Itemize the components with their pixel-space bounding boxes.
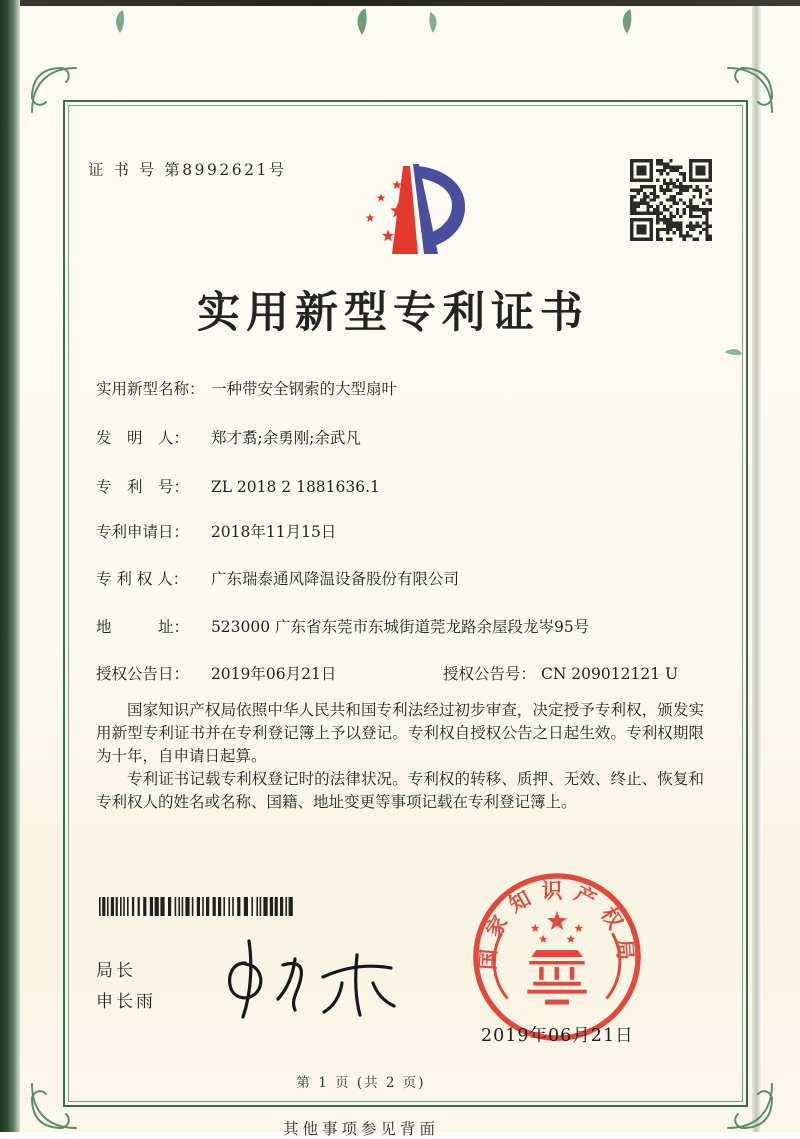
field-value: 广东瑞泰通风降温设备股份有限公司 — [210, 570, 459, 588]
certificate-title: 实用新型专利证书 — [197, 288, 589, 338]
commissioner-title: 局长 — [96, 961, 136, 981]
field-label: 实用新型名称： — [96, 380, 205, 398]
field-label: 地 址： — [96, 618, 190, 636]
field-label: 发 明 人： — [96, 429, 190, 447]
field-value: 郑才翥;余勇刚;余武凡 — [210, 429, 361, 447]
field-row-utility-name — [96, 377, 397, 399]
leaf-ornament-icon — [110, 8, 130, 34]
field-row-grant — [96, 662, 704, 684]
field-row-patentee — [96, 567, 459, 589]
photo-left-edge — [0, 0, 20, 1132]
leaf-ornament-icon — [350, 6, 374, 36]
page-right-edge — [752, 6, 762, 1132]
field-value: 2018年11月15日 — [210, 523, 337, 541]
seal-stars-icon — [531, 911, 583, 943]
footer-back-note: 其他事项参见背面 — [282, 1120, 439, 1138]
seal-wreath-icon — [494, 933, 620, 998]
field-value: 一种带安全钢索的大型扇叶 — [210, 380, 397, 398]
commissioner-signature-icon — [215, 933, 405, 1023]
field-label: 专 利 号： — [96, 478, 190, 496]
field-label: 专 利 权 人： — [96, 570, 189, 588]
certificate-number: 证 书 号 第8992621号 — [88, 161, 287, 179]
cnipa-logo-icon — [348, 160, 470, 260]
qr-code-icon — [630, 159, 712, 241]
legal-paragraph: 专利证书记载专利权登记时的法律状况。专利权的转移、质押、无效、终止、恢复和专利权人的姓名或名称、国籍、地址变更等事项记载在专利登记簿上。 — [96, 770, 704, 811]
field-row-patent-number — [96, 475, 380, 497]
seal-date: 2019年06月21日 — [481, 1026, 634, 1046]
grant-number-pair — [443, 662, 678, 684]
field-row-address — [96, 615, 589, 637]
svg-text:国家知识产权局: 国家知识产权局 — [475, 878, 639, 971]
seal-emblem-icon — [527, 950, 586, 1004]
field-label: 授权公告号： — [443, 665, 537, 683]
field-value: CN 209012121 U — [540, 665, 679, 683]
field-value: 523000 广东省东莞市东城街道莞龙路余屋段龙岑95号 — [210, 618, 590, 636]
field-row-filing-date — [96, 520, 336, 542]
leaf-ornament-icon — [424, 10, 442, 34]
field-label: 专利申请日： — [96, 523, 190, 541]
barcode-icon — [98, 897, 298, 916]
footer-page-number: 第 1 页 (共 2 页) — [296, 1075, 426, 1091]
field-value: ZL 2018 2 1881636.1 — [210, 478, 380, 496]
commissioner-name: 申长雨 — [96, 992, 156, 1012]
field-value: 2019年06月21日 — [210, 665, 337, 683]
photo-top-edge — [0, 0, 800, 6]
field-label: 授权公告日： — [96, 665, 190, 683]
legal-paragraph: 国家知识产权局依照中华人民共和国专利法经过初步审查，决定授予专利权，颁发实用新型专利证书并在专利登记簿上予以登记。专利权自授权公告之日起生效。专利权期限为十年，自申请日起算。 — [96, 701, 704, 765]
legal-text — [96, 699, 704, 814]
leaf-ornament-icon — [616, 7, 638, 35]
field-row-inventors — [96, 426, 361, 448]
